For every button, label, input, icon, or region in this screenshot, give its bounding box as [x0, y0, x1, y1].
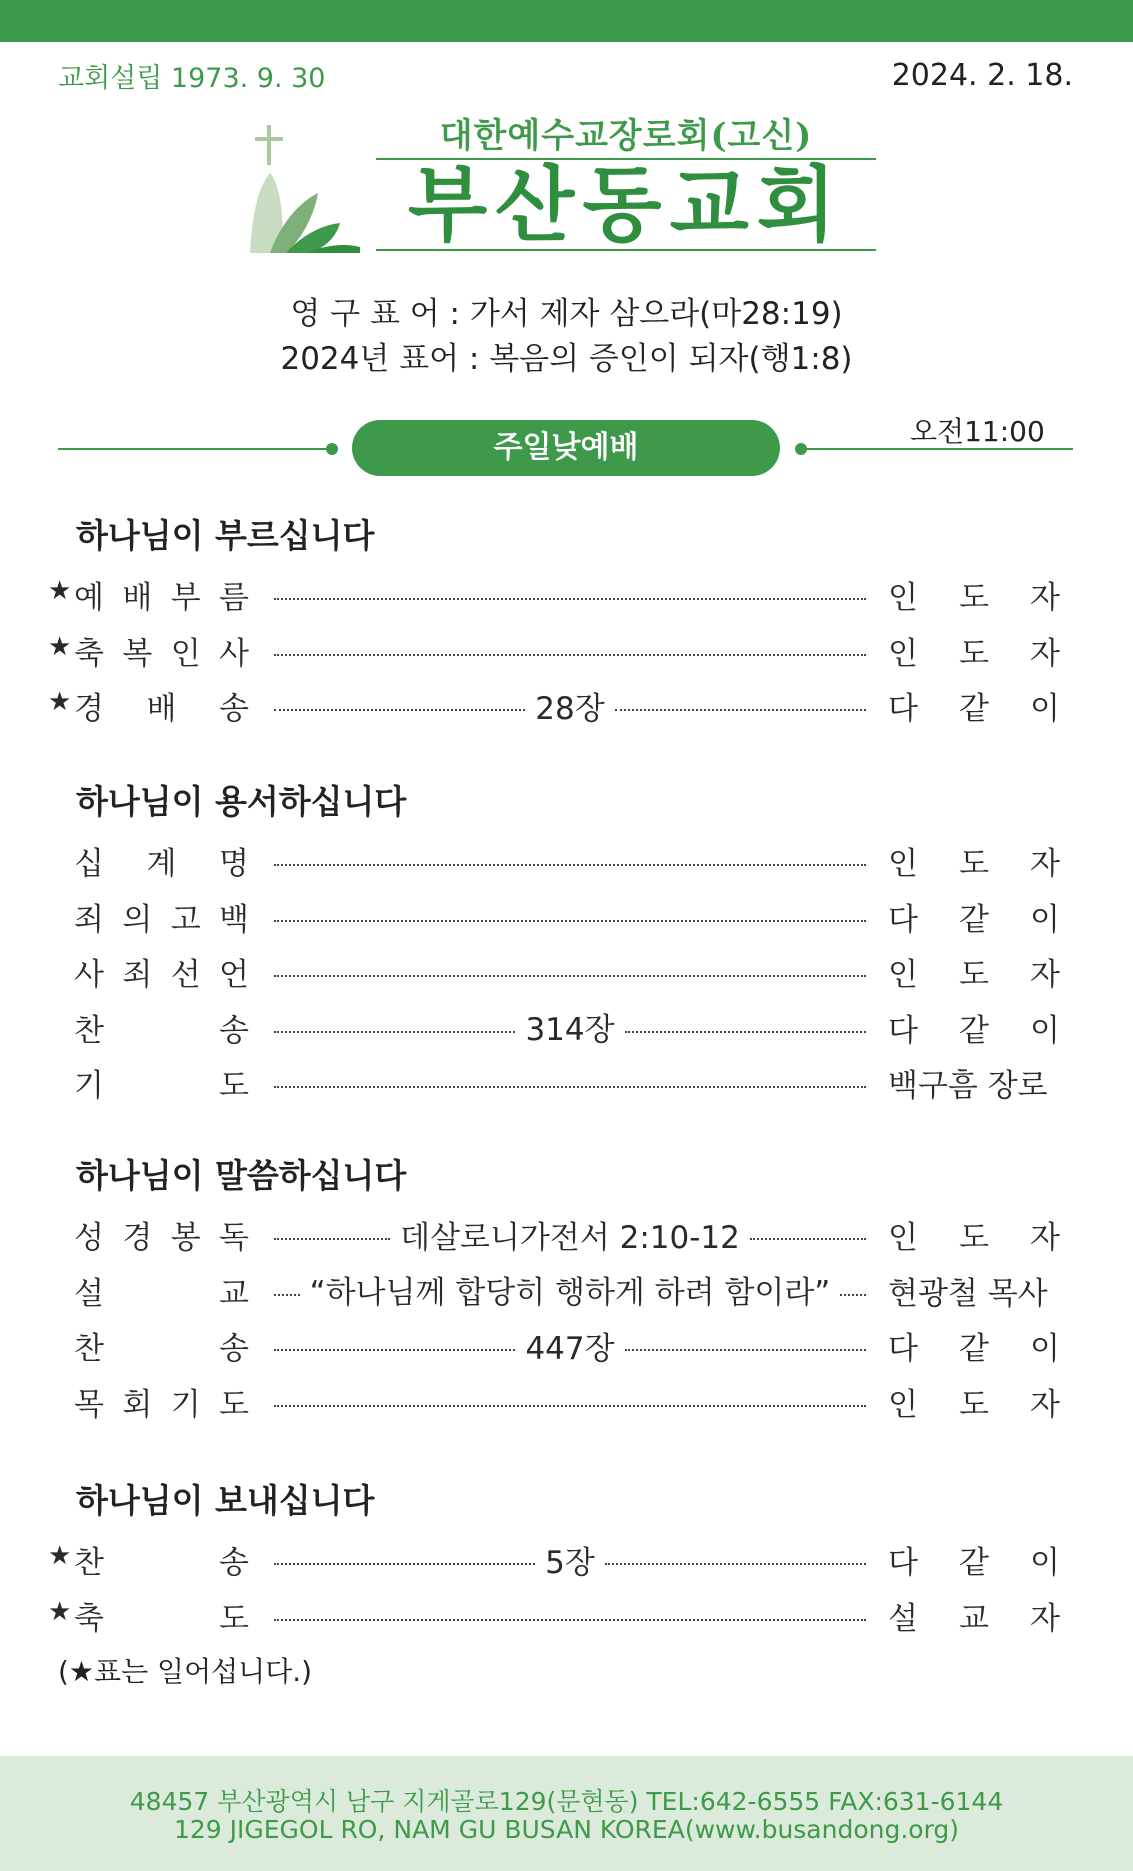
item-leader: 인 도 자: [888, 580, 1060, 616]
worship-item: [0, 624, 1133, 674]
item-leader: 다 같 이: [888, 1545, 1060, 1581]
star-icon: ★: [48, 1596, 72, 1627]
worship-item: [0, 1208, 1133, 1258]
bulletin-date: 2024. 2. 18.: [891, 58, 1073, 93]
item-label: 기 도: [74, 1068, 249, 1104]
item-leader: 설 교 자: [888, 1600, 1060, 1637]
item-detail: [274, 683, 866, 727]
item-label: 찬 송: [74, 1331, 249, 1367]
church-name: 부산동교회: [407, 158, 845, 253]
item-label: 사 죄 선 언: [74, 957, 249, 993]
item-detail: [274, 1593, 866, 1637]
motto-2024: 2024년 표어 : 복음의 증인이 되자(행1:8): [280, 341, 853, 377]
worship-item: [0, 945, 1133, 995]
motto-permanent: 영 구 표 어 : 가서 제자 삼으라(마28:19): [290, 296, 843, 332]
service-title: 주일낮예배: [352, 420, 780, 476]
item-detail: [274, 949, 866, 993]
divider: [58, 448, 330, 450]
item-leader: 다 같 이: [888, 1331, 1060, 1367]
item-leader: 인 도 자: [888, 635, 1060, 672]
star-icon: ★: [48, 576, 72, 606]
section-title: 하나님이 보내십니다: [76, 1481, 375, 1520]
star-icon: ★: [48, 631, 72, 662]
item-label: 찬 송: [74, 1545, 249, 1581]
item-detail-text: 314장: [525, 1012, 615, 1048]
item-detail: [274, 572, 866, 616]
worship-item: [0, 1001, 1133, 1051]
denomination: 대한예수교장로회(고신): [439, 116, 813, 156]
item-label: 예 배 부 름: [74, 580, 249, 616]
item-leader: 다 같 이: [888, 691, 1060, 727]
worship-item: [0, 1319, 1133, 1369]
service-time: 오전11:00: [910, 415, 1045, 448]
section-title: 하나님이 용서하십니다: [76, 782, 407, 821]
footer-address-en: 129 JIGEGOL RO, NAM GU BUSAN KOREA(www.busandong.org): [173, 1815, 960, 1844]
item-detail-text: 데살로니가전서 2:10-12: [400, 1219, 740, 1256]
item-leader: 현광철 목사: [888, 1275, 1048, 1312]
item-detail-text: 447장: [525, 1330, 615, 1367]
worship-item: [0, 1589, 1133, 1639]
item-detail: [274, 1060, 866, 1104]
item-leader: 백구흠 장로: [888, 1068, 1048, 1104]
worship-item: [0, 679, 1133, 729]
item-detail: [274, 894, 866, 938]
footer-address: 48457 부산광역시 남구 지게골로129(문현동) TEL:642-6555 FAX:631-6144: [129, 1787, 1004, 1816]
item-label: 찬 송: [74, 1012, 249, 1049]
item-detail-text: “하나님께 합당히 행하게 하려 함이라”: [309, 1275, 831, 1311]
divider-dot: [326, 443, 338, 455]
worship-item: [0, 1375, 1133, 1425]
worship-item: [0, 1533, 1133, 1583]
item-label: 축 도: [74, 1600, 249, 1637]
item-detail-text: 28장: [535, 690, 605, 727]
item-detail: [274, 1323, 866, 1367]
star-icon: ★: [48, 687, 72, 717]
divider: [376, 249, 876, 251]
item-detail: [274, 628, 866, 672]
worship-item: [0, 1264, 1133, 1314]
top-bar: [0, 0, 1133, 42]
section-title: 하나님이 부르십니다: [76, 516, 375, 555]
worship-item: [0, 568, 1133, 618]
section-title: 하나님이 말씀하십니다: [76, 1156, 407, 1195]
item-leader: 인 도 자: [888, 846, 1060, 882]
item-leader: 인 도 자: [888, 957, 1060, 993]
founded-date: 교회설립 1973. 9. 30: [58, 63, 326, 94]
star-icon: ★: [48, 1541, 72, 1571]
item-label: 설 교: [74, 1275, 249, 1312]
item-detail: [274, 1005, 866, 1049]
item-leader: 다 같 이: [888, 1012, 1060, 1049]
worship-item: [0, 1056, 1133, 1106]
item-label: 성 경 봉 독: [74, 1220, 249, 1256]
item-leader: 인 도 자: [888, 1220, 1060, 1256]
standing-note: (★표는 일어섭니다.): [58, 1655, 313, 1688]
item-detail: [274, 1212, 866, 1256]
item-detail: [274, 838, 866, 882]
item-label: 죄 의 고 백: [74, 901, 249, 938]
item-detail-text: 5장: [545, 1544, 595, 1581]
item-detail: [274, 1537, 866, 1581]
church-logo-icon: [240, 125, 360, 255]
item-label: 경 배 송: [74, 691, 249, 727]
item-leader: 다 같 이: [888, 901, 1060, 938]
item-label: 목 회 기 도: [74, 1386, 249, 1423]
item-leader: 인 도 자: [888, 1386, 1060, 1423]
item-label: 십 계 명: [74, 846, 249, 882]
item-label: 축 복 인 사: [74, 635, 249, 672]
item-detail: [274, 1268, 866, 1312]
worship-item: [0, 834, 1133, 884]
worship-item: [0, 890, 1133, 940]
item-detail: [274, 1379, 866, 1423]
